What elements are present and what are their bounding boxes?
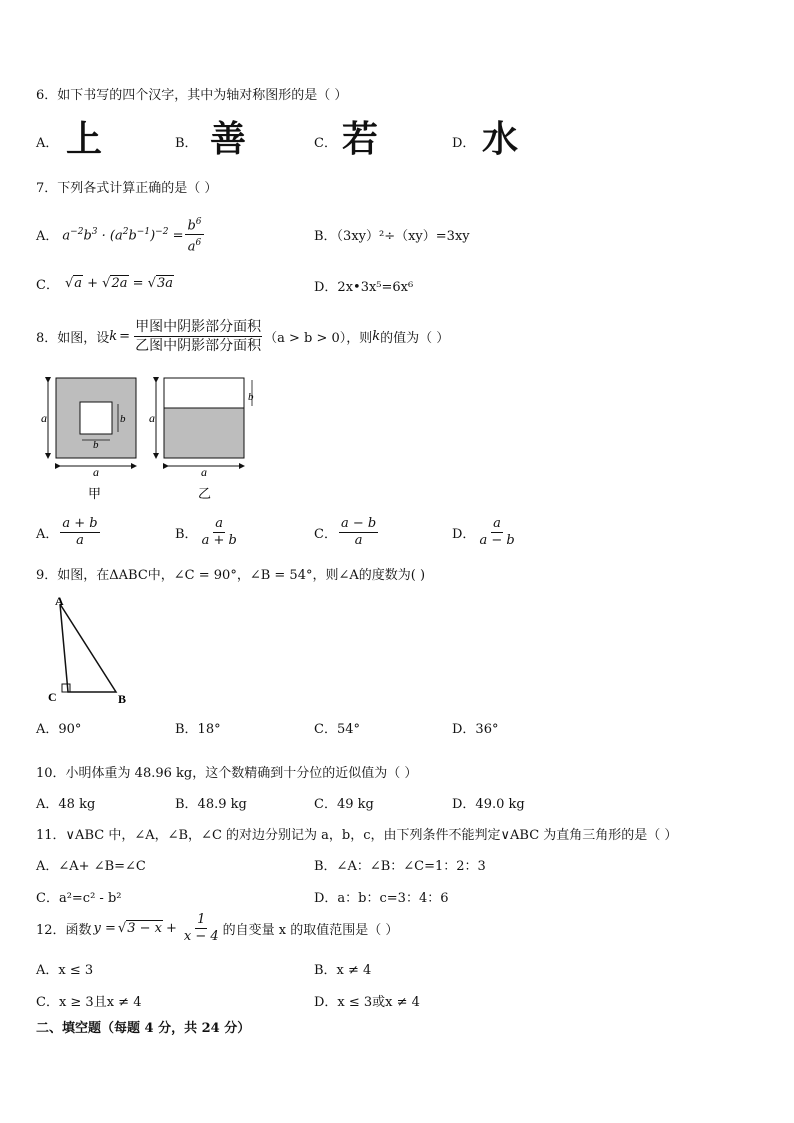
q8-opt-d: D． $\frac{a}{a - b}$ [452, 516, 515, 548]
q9-opt-c: C．54° [314, 722, 360, 737]
q6-opt-c-char: 若 [342, 119, 379, 160]
q10-opt-a: A．48 kg [36, 797, 96, 812]
figure-yi [149, 378, 254, 502]
q8-opt-a: A． $\frac{a + b}{a}$ [36, 516, 98, 548]
q10-stem: 10．小明体重为 48.96 kg，这个数精确到十分位的近似值为（ ） [36, 766, 418, 781]
vertex-b: B [118, 692, 127, 706]
q6-stem: 6．如下书写的四个汉字，其中为轴对称图形的是（ ） [36, 88, 348, 103]
q12-opt-b: B．x ≠ 4 [314, 963, 372, 978]
q7-opt-d: D．2x•3x⁵=6x⁶ [314, 280, 414, 295]
q6-opt-d-char: 水 [482, 119, 519, 160]
q8-opt-c: C． $\frac{a - b}{a}$ [314, 516, 377, 548]
q12-rad: 3 − x [127, 921, 162, 936]
q8-cond: （a > b > 0），则 [264, 331, 373, 346]
q6-opt-a-label: A． [36, 136, 59, 151]
fig-jia-b-bottom: b [93, 439, 99, 451]
q9-triangle [40, 592, 140, 710]
q12-y: y = [93, 921, 116, 936]
q6-opt-a-char: 上 [66, 119, 103, 160]
fig-jia-a-left: a [41, 411, 47, 425]
q9-opt-b: B．18° [175, 722, 221, 737]
q7-opt-c: C． √a + √2a = √3a [36, 276, 173, 293]
q10-opt-d: D．49.0 kg [452, 797, 525, 812]
fig-jia-b-right: b [120, 413, 126, 425]
q7-opt-a [36, 214, 206, 256]
q9-opt-a: A．90° [36, 722, 82, 737]
vertex-a: A [55, 594, 64, 608]
q12-prefix: 12．函数 [36, 923, 92, 938]
fig-yi-b-right: b [248, 391, 254, 403]
section-heading: 二、填空题（每题 4 分，共 24 分） [36, 1021, 251, 1036]
q7-opt-a-lhs: $a^{-2}b^3 \cdot (a^2b^{-1})^{-2}$ = [62, 226, 184, 243]
q7-opt-a-frac: $\frac{b^6}{a^6}$ [185, 214, 203, 256]
q7-opt-c-label: C． [36, 278, 59, 293]
q12-stem: 12．函数 y = √3 − x + $\frac{1}{x - 4}$ 的自变量 x 的取值范围是（ ） [36, 912, 399, 944]
figure-jia [41, 378, 136, 502]
fig-jia-a-bottom: a [93, 465, 99, 479]
q6-opt-b-char: 善 [210, 119, 247, 160]
q8-opt-b: B． $\frac{a}{a + b}$ [175, 516, 237, 548]
q12-opt-a: A．x ≤ 3 [36, 963, 94, 978]
q12-opt-d: D．x ≤ 3或x ≠ 4 [314, 995, 420, 1010]
q7-stem: 7．下列各式计算正确的是（ ） [36, 181, 218, 196]
q8-stem-prefix: 8．如图，设 [36, 331, 110, 346]
fig-jia-caption: 甲 [88, 487, 102, 502]
fig-yi-a-left: a [149, 411, 155, 425]
q8-stem-suffix: 的值为（ ） [380, 331, 450, 346]
q8-frac-num: 甲图中阴影部分面积 [135, 319, 262, 335]
vertex-c: C [48, 690, 57, 704]
q10-opt-c: C．49 kg [314, 797, 374, 812]
q10-opt-b: B．48.9 kg [175, 797, 247, 812]
q8-frac-den: 乙图中阴影部分面积 [135, 338, 262, 354]
q11-opt-b: B．∠A：∠B：∠C=1：2：3 [314, 859, 486, 874]
q11-opt-a: A．∠A+ ∠B=∠C [36, 859, 146, 874]
q12-frac: $\frac{1}{x - 4}$ [183, 912, 219, 944]
q9-stem: 9．如图，在ΔABC中，∠C = 90°，∠B = 54°，则∠A的度数为( ) [36, 568, 426, 583]
q7-opt-a-label: A． [36, 229, 59, 245]
q7-opt-b: B．（3xy）²÷（xy）=3xy [314, 229, 470, 244]
q6-opt-b-label: B． [175, 136, 198, 151]
q11-opt-c: C．a²=c² - b² [36, 891, 122, 906]
q12-suffix: 的自变量 x 的取值范围是（ ） [222, 923, 399, 938]
fig-yi-a-bottom: a [201, 465, 207, 479]
q8-k2: k [372, 329, 381, 344]
q11-stem: 11．∨ABC 中，∠A，∠B，∠C 的对边分别记为 a，b，c，由下列条件不能判定∨ABC 为直角三角形的是（ ） [36, 828, 678, 843]
q8-stem-frac [134, 318, 262, 355]
q9-opt-d: D．36° [452, 722, 499, 737]
q8-k: k [109, 329, 118, 344]
q12-opt-c: C．x ≥ 3且x ≠ 4 [36, 995, 142, 1010]
q8-figures [36, 372, 266, 507]
q6-opt-c-label: C． [314, 136, 337, 151]
q6-opt-d-label: D． [452, 136, 476, 151]
fig-yi-caption: 乙 [198, 487, 212, 502]
q11-opt-d: D．a：b：c=3：4：6 [314, 891, 449, 906]
q8-stem: 8．如图，设 k = $\frac{\text{甲图中阴影部分面积}}{\text{乙图中阴影部分面积}}$ （a > b > 0），则 k 的值为（ ） [36, 319, 450, 354]
